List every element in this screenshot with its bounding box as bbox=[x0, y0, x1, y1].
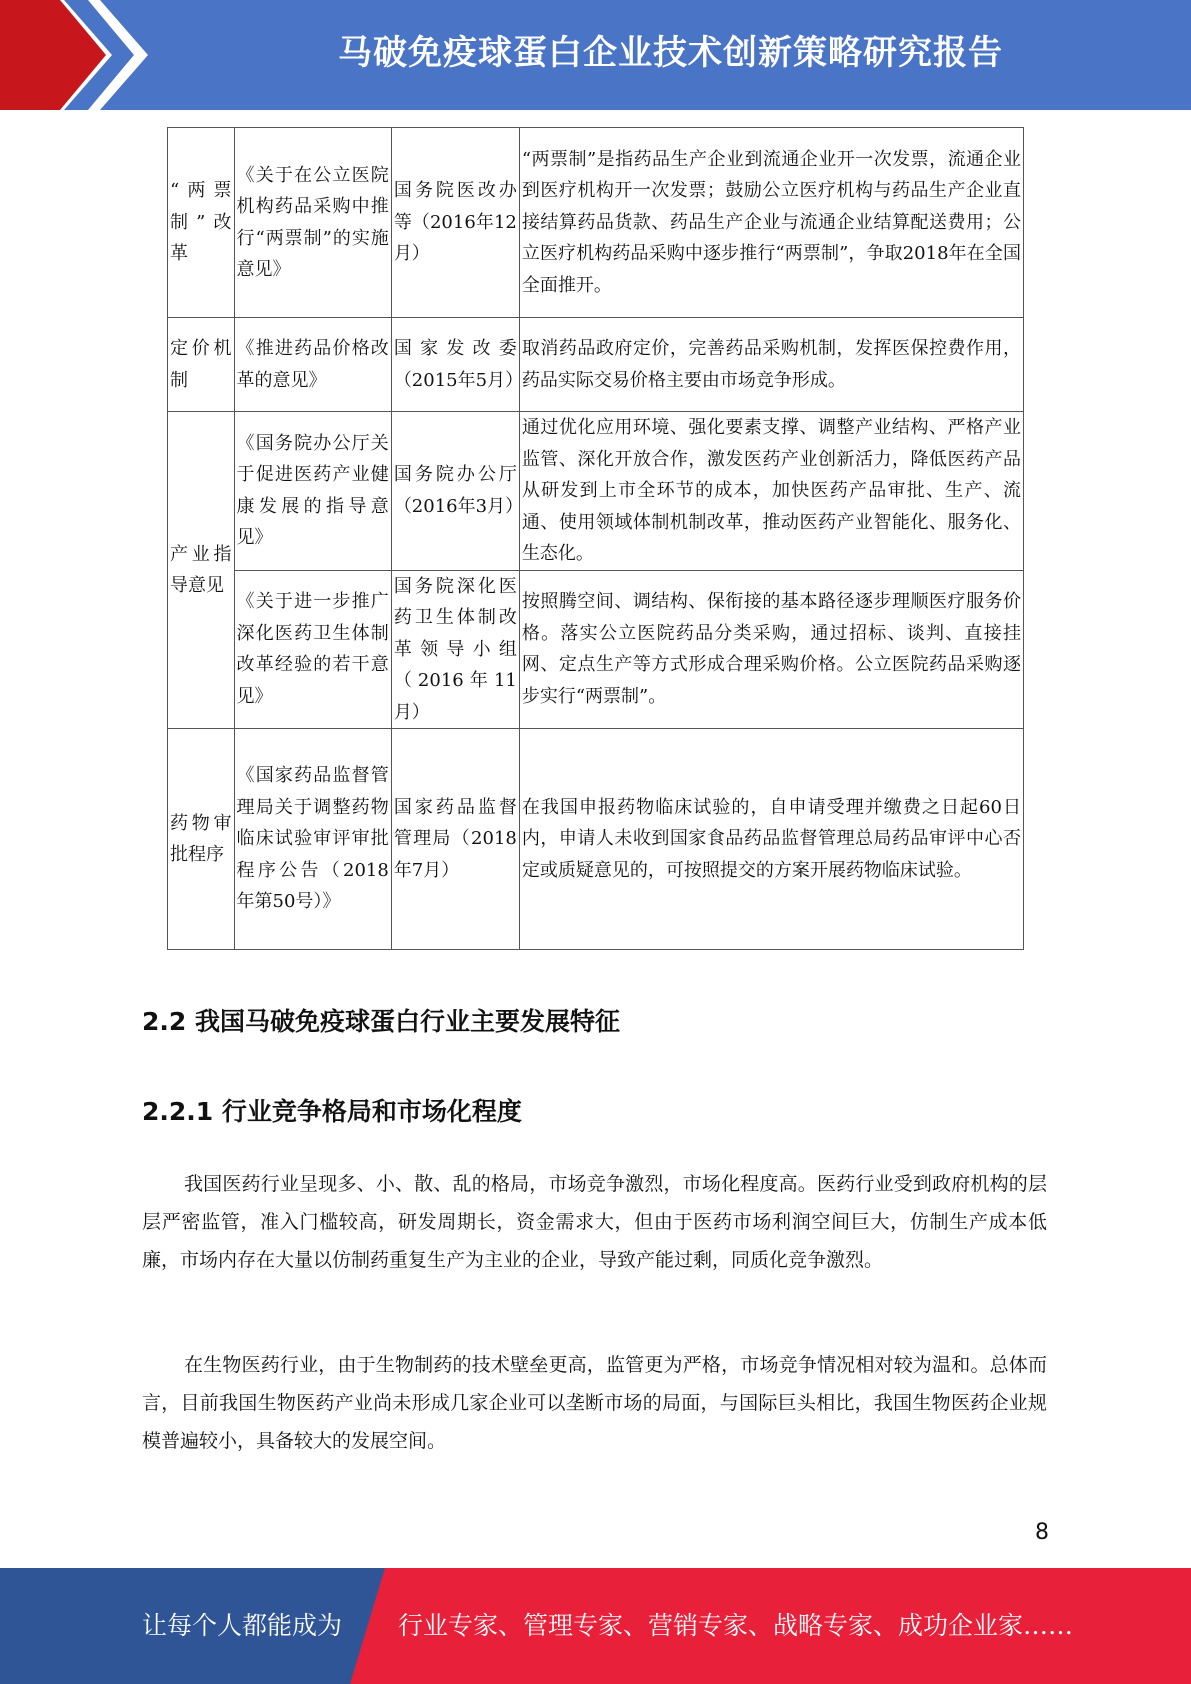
header-arrow-graphic bbox=[0, 0, 150, 110]
policy-table bbox=[167, 127, 1024, 950]
policy-category: “两票制”改革 bbox=[168, 128, 235, 318]
section-heading-2-2-1: 2.2.1 行业竞争格局和市场化程度 bbox=[142, 1097, 522, 1126]
table-row bbox=[168, 412, 1024, 571]
page-header bbox=[0, 0, 1191, 110]
policy-content: 通过优化应用环境、强化要素支撑、调整产业结构、严格产业监管、深化开放合作，激发医药产业创新活力，降低医药产品从研发到上市全环节的成本，加快医药产品审批、生产、流通、使用领域体制机制改革，推动医药产业智能化、服务化、生态化。 bbox=[519, 412, 1023, 571]
policy-document: 《国务院办公厅关于促进医药产业健康发展的指导意见》 bbox=[234, 412, 391, 571]
footer-slogan-left: 让每个人都能成为 bbox=[142, 1611, 343, 1640]
policy-issuer: 国家药品监督管理局（2018年7月） bbox=[391, 729, 519, 950]
policy-category: 定价机制 bbox=[168, 318, 235, 412]
table-row bbox=[168, 318, 1024, 412]
page-number: 8 bbox=[1035, 1520, 1049, 1545]
section-heading-2-2: 2.2 我国马破免疫球蛋白行业主要发展特征 bbox=[142, 1007, 620, 1036]
policy-category: 药物审批程序 bbox=[168, 729, 235, 950]
policy-issuer: 国务院办公厅（2016年3月） bbox=[391, 412, 519, 571]
policy-content: 按照腾空间、调结构、保衔接的基本路径逐步理顺医疗服务价格。落实公立医院药品分类采购，通过招标、谈判、直接挂网、定点生产等方式形成合理采购价格。公立医院药品采购逐步实行“两票制”。 bbox=[519, 570, 1023, 729]
page-footer bbox=[0, 1568, 1191, 1684]
table-row bbox=[168, 128, 1024, 318]
policy-content: “两票制”是指药品生产企业到流通企业开一次发票，流通企业到医疗机构开一次发票；鼓励公立医疗机构与药品生产企业直接结算药品货款、药品生产企业与流通企业结算配送费用；公立医疗机构药品采购中逐步推行“两票制”，争取2018年在全国全面推开。 bbox=[519, 128, 1023, 318]
policy-document: 《关于在公立医院机构药品采购中推行“两票制”的实施意见》 bbox=[234, 128, 391, 318]
policy-issuer: 国务院医改办等（2016年12月） bbox=[391, 128, 519, 318]
report-title: 马破免疫球蛋白企业技术创新策略研究报告 bbox=[338, 33, 1003, 73]
table-row bbox=[168, 729, 1024, 950]
policy-issuer: 国家发改委（2015年5月） bbox=[391, 318, 519, 412]
policy-content: 在我国申报药物临床试验的，自申请受理并缴费之日起60日内，申请人未收到国家食品药品监督管理总局药品审评中心否定或质疑意见的，可按照提交的方案开展药物临床试验。 bbox=[519, 729, 1023, 950]
body-paragraph: 我国医药行业呈现多、小、散、乱的格局，市场竞争激烈，市场化程度高。医药行业受到政府机构的层层严密监管，准入门槛较高，研发周期长，资金需求大，但由于医药市场利润空间巨大，仿制生产成本低廉，市场内存在大量以仿制药重复生产为主业的企业，导致产能过剩，同质化竞争激烈。 bbox=[142, 1173, 1047, 1271]
policy-document: 《关于进一步推广深化医药卫生体制改革经验的若干意见》 bbox=[234, 570, 391, 729]
policy-document: 《推进药品价格改革的意见》 bbox=[234, 318, 391, 412]
policy-category: 产业指导意见 bbox=[168, 412, 235, 729]
body-paragraph: 在生物医药行业，由于生物制药的技术壁垒更高，监管更为严格，市场竞争情况相对较为温和。总体而言，目前我国生物医药产业尚未形成几家企业可以垄断市场的局面，与国际巨头相比，我国生物医药企业规模普遍较小，具备较大的发展空间。 bbox=[142, 1354, 1047, 1452]
table-row bbox=[168, 570, 1024, 729]
policy-content: 取消药品政府定价，完善药品采购机制，发挥医保控费作用，药品实际交易价格主要由市场竞争形成。 bbox=[519, 318, 1023, 412]
policy-document: 《国家药品监督管理局关于调整药物临床试验审评审批程序公告（2018年第50号）》 bbox=[234, 729, 391, 950]
footer-slogan-right: 行业专家、管理专家、营销专家、战略专家、成功企业家…… bbox=[398, 1611, 1074, 1640]
policy-issuer: 国务院深化医药卫生体制改革领导小组（2016年11月） bbox=[391, 570, 519, 729]
